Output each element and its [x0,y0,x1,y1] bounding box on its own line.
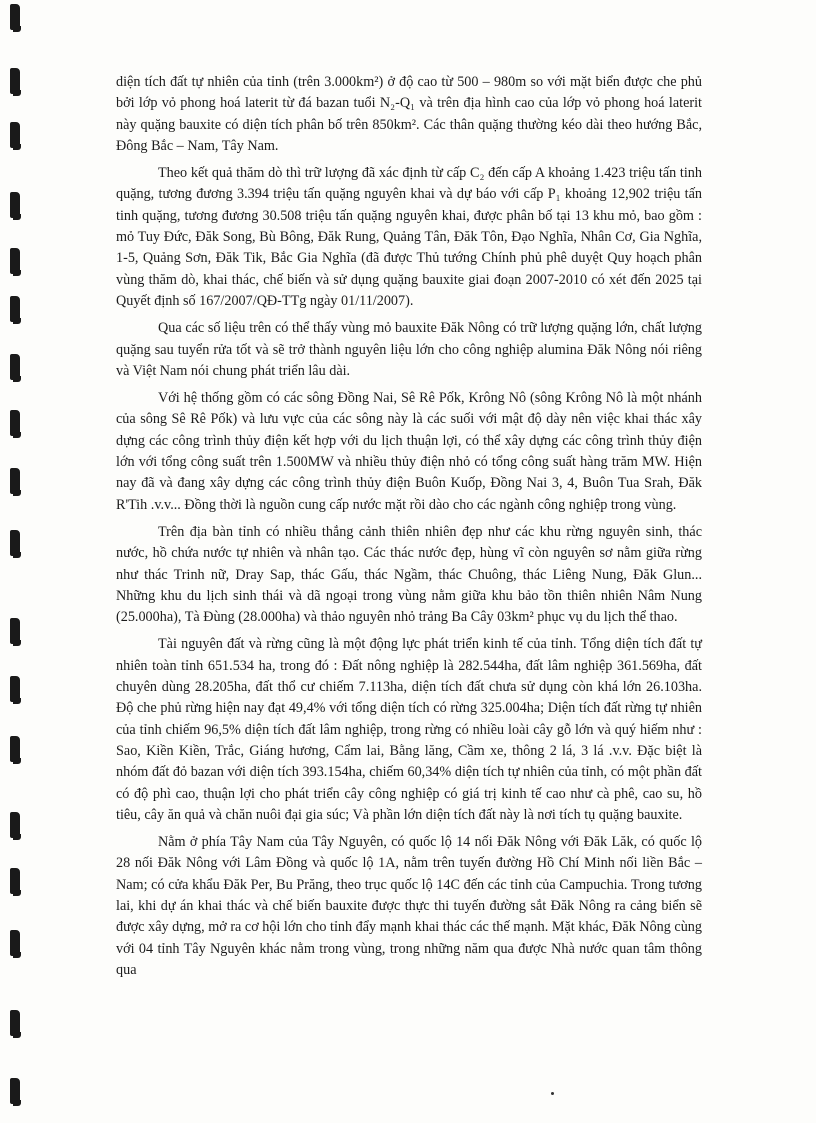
binding-hole [10,468,20,494]
binding-hole [10,1078,20,1104]
paragraph-tourism: Trên địa bàn tỉnh có nhiều thắng cảnh thiên nhiên đẹp như các khu rừng nguyên sinh, thác nước, hồ chứa nước tự nhiên và nhân tạo. Các thác nước đẹp, hùng vĩ còn nguyên sơ nằm giữa rừng như thác Trinh nữ, Dray Sap, thác Gấu, thác Ngầm, thác Chuông, thác Liêng Nung, Đăk Glun... Những khu du lịch sinh thái và dã ngoại trong vùng nằm giữa khu bảo tồn thiên nhiên Nâm Nung (25.000ha), Tà Đùng (28.000ha) và thảo nguyên nhỏ trảng Ba Cây 03km² phục vụ du lịch thể thao. [116,523,702,626]
binding-hole [10,410,20,436]
document-body [116,72,702,987]
binding-hole [10,122,20,148]
paragraph-hydropower: Với hệ thống gồm có các sông Đồng Nai, Sê Rê Pốk, Krông Nô (sông Krông Nô là một nhánh của sông Sê Rê Pốk) và lưu vực của các sông này là các suối với mật độ dày nên việc khai thác xây dựng các công trình thủy điện kết hợp với du lịch thuận lợi, có thể xây dựng các công trình thủy điện lớn với tổng công suất trên 1.500MW và nhiều thủy điện nhỏ có tổng công suất hàng trăm MW. Hiện nay đã và đang xây dựng các công trình thủy điện Buôn Kuốp, Đồng Nai 3, 4, Buôn Tua Srah, Đăk R'Tih .v.v... Đồng thời là nguồn cung cấp nước mặt rồi dào cho các ngành công nghiệp trong vùng. [116,390,702,513]
binding-hole [10,618,20,644]
binding-hole [10,4,20,30]
binding-hole [10,248,20,274]
binding-hole [10,192,20,218]
paragraph-land-forest: Tài nguyên đất và rừng cũng là một động lực phát triển kinh tế của tỉnh. Tổng diện tích đất tự nhiên toàn tỉnh 651.534 ha, trong đó : Đất nông nghiệp là 282.544ha, đất lâm nghiệp 361.569ha, đất chuyên dùng 28.205ha, đất thổ cư chiếm 7.113ha, diện tích đất chưa sử dụng còn khá lớn 26.103ha. Độ che phủ rừng hiện nay đạt 49,4% với tổng diện tích có rừng 325.004ha; Diện tích đất rừng tự nhiên của tỉnh chiếm 96,5% diện tích đất lâm nghiệp, trong rừng có nhiều loài cây gỗ lớn và quý hiếm như : Sao, Kiền Kiền, Trắc, Giáng hương, Cẩm lai, Bằng lăng, Cầm xe, thông 2 lá, 3 lá .v.v. Đặc biệt là nhóm đất đỏ bazan với diện tích 393.154ha, chiếm 60,34% diện tích tự nhiên của tỉnh, có một phần đất có độ phì cao, thuận lợi cho phát triển cây công nghiệp có giá trị kinh tế cao như cà phê, cao su, hồ tiêu, cây ăn quả và chăn nuôi đại gia súc; Và phần lớn diện tích đất này là nơi tích tụ quặng bauxite. [116,636,702,823]
binding-hole [10,868,20,894]
binding-hole [10,676,20,702]
paragraph-location: Nằm ở phía Tây Nam của Tây Nguyên, có quốc lộ 14 nối Đăk Nông với Đăk Lăk, có quốc lộ 28 nối Đăk Nông với Lâm Đồng và quốc lộ 1A, nằm trên tuyến đường Hồ Chí Minh nối liền Bắc – Nam; có cửa khẩu Đăk Per, Bu Prăng, theo trục quốc lộ 14C đến các tỉnh của Campuchia. Trong tương lai, khi dự án khai thác và chế biến bauxite được thực thi tuyến đường sắt Đăk Nông ra cảng biển sẽ được xây dựng, mở ra cơ hội lớn cho tỉnh đẩy mạnh khai thác các thế mạnh. Mặt khác, Đăk Nông cùng với 04 tỉnh Tây Nguyên khác nằm trong vùng, trong những năm qua được Nhà nước quan tâm thông qua [116,834,702,978]
binding-holes [10,0,30,1123]
binding-hole [10,296,20,322]
binding-hole [10,354,20,380]
binding-hole [10,736,20,762]
paragraph-bauxite-summary: Qua các số liệu trên có thể thấy vùng mỏ bauxite Đăk Nông có trữ lượng quặng lớn, chất lượng quặng sau tuyển rửa tốt và sẽ trở thành nguyên liệu lớn cho công nghiệp alumina Đăk Nông nói riêng và Việt Nam nói chung phát triển lâu dài. [116,320,702,379]
binding-hole [10,812,20,838]
binding-hole [10,530,20,556]
binding-hole [10,1010,20,1036]
binding-hole [10,930,20,956]
paragraph-land-area: diện tích đất tự nhiên của tỉnh (trên 3.000km²) ở độ cao từ 500 – 980m so với mặt biển được che phủ bởi lớp vỏ phong hoá laterit từ đá bazan tuổi N₂-Q₁ và trên địa hình cao của lớp vỏ phong hoá laterit này quặng bauxite có diện tích phân bố trên 850km². Các thân quặng thường kéo dài theo hướng Bắc, Đông Bắc – Nam, Tây Nam. [116,74,702,154]
paragraph-reserves: Theo kết quả thăm dò thì trữ lượng đã xác định từ cấp C₂ đến cấp A khoảng 1.423 triệu tấn tinh quặng, tương đương 3.394 triệu tấn quặng nguyên khai và dự báo với cấp P₁ khoảng 12,902 triệu tấn tinh quặng, tương đương 30.508 triệu tấn quặng nguyên khai, được phân bố tại 13 khu mỏ, bao gồm : mỏ Tuy Đức, Đăk Song, Bù Bông, Đăk Rung, Quảng Tân, Đăk Tôn, Đạo Nghĩa, Nhân Cơ, Gia Nghĩa, 1-5, Quảng Sơn, Đăk Tik, Bắc Gia Nghĩa (đã được Thủ tướng Chính phủ phê duyệt Quy hoạch phân vùng thăm dò, khai thác, chế biến và sử dụng quặng bauxite giai đoạn 2007-2010 có xét đến 2025 tại Quyết định số 167/2007/QĐ-TTg ngày 01/11/2007). [116,165,702,309]
binding-hole [10,68,20,94]
scan-speck [551,1092,554,1095]
